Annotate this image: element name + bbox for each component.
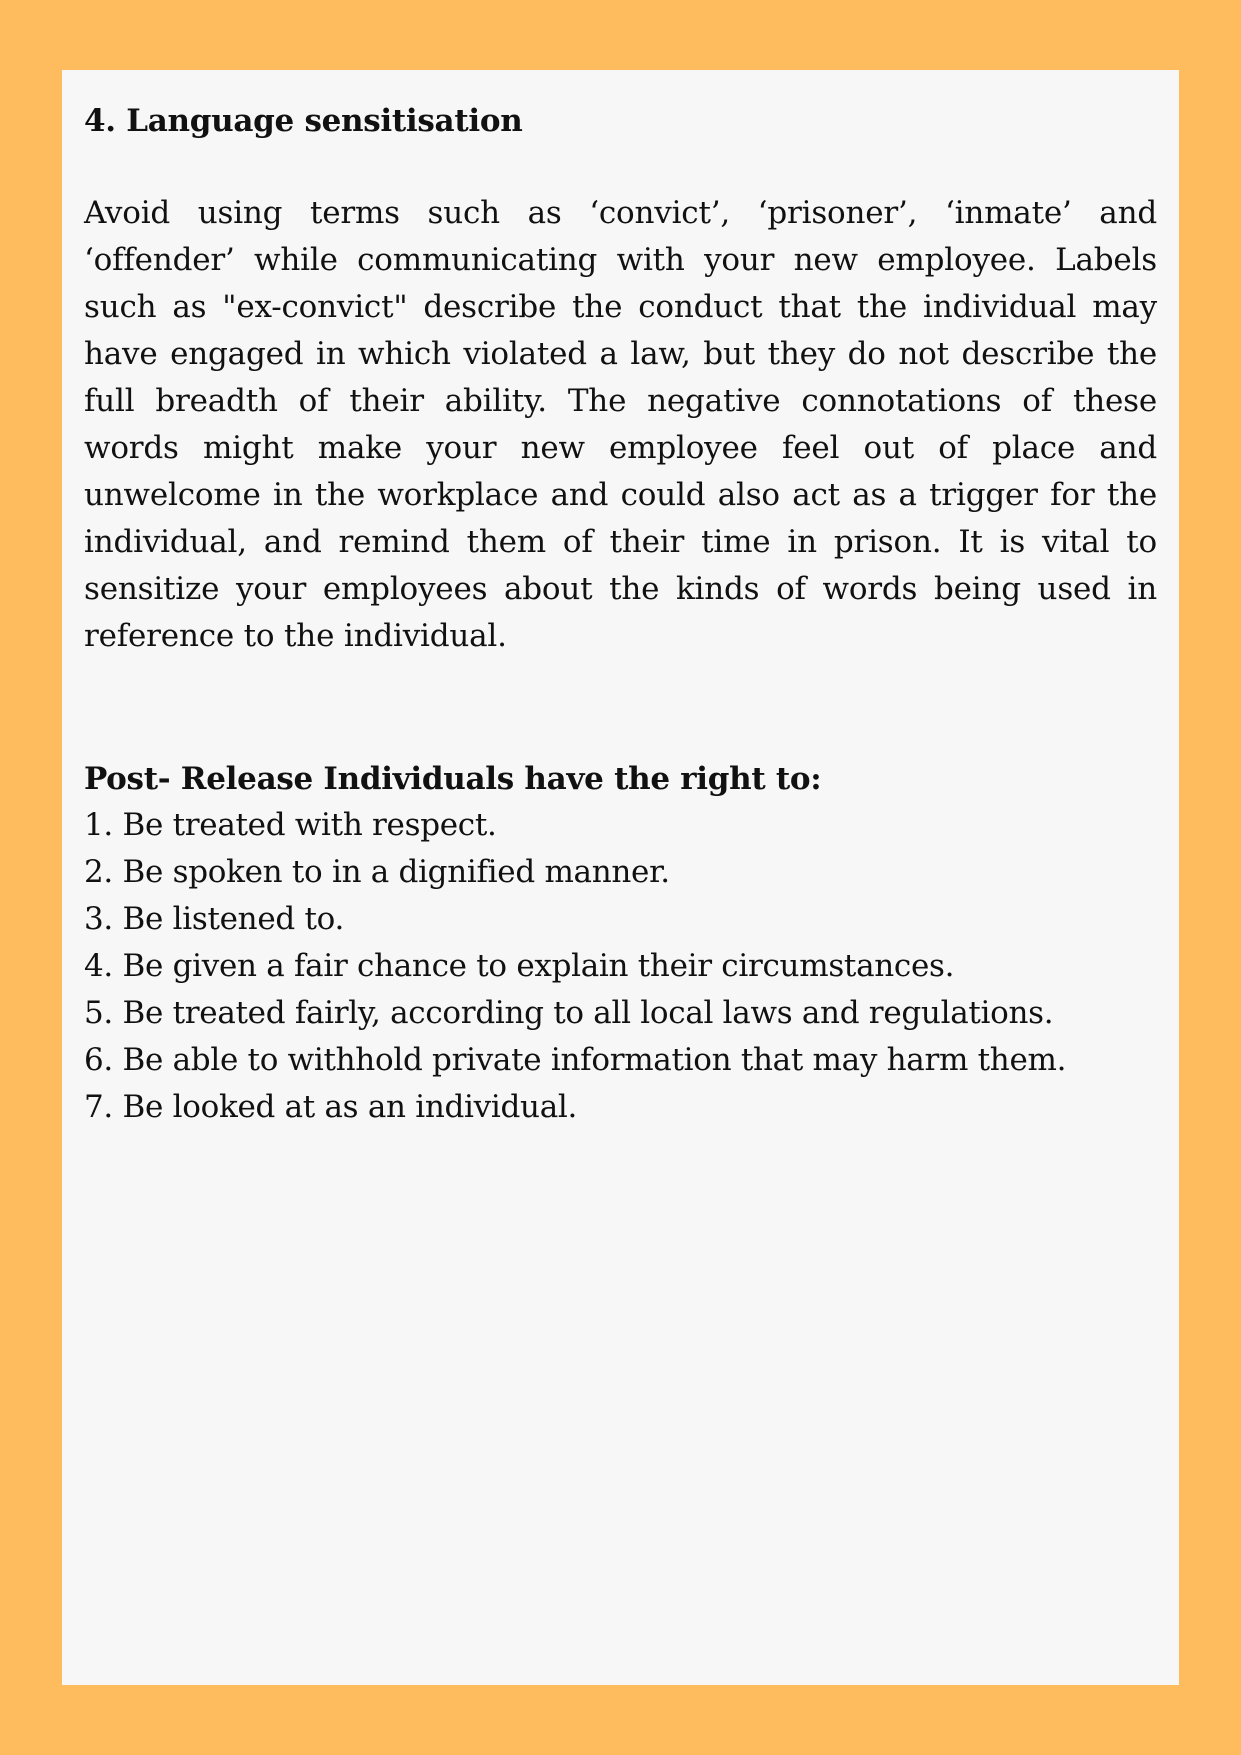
list-item: 1. Be treated with respect.	[84, 807, 497, 843]
list-item: 5. Be treated fairly, according to all local laws and regulations.	[84, 995, 1054, 1031]
rights-heading: Post- Release Individuals have the right to:	[84, 761, 822, 797]
list-item: 2. Be spoken to in a dignified manner.	[84, 854, 670, 890]
rights-list	[84, 802, 1157, 1131]
list-item: 6. Be able to withhold private information that may harm them.	[84, 1042, 1067, 1078]
section-heading: 4. Language sensitisation	[84, 103, 523, 139]
list-item: 4. Be given a fair chance to explain their circumstances.	[84, 948, 955, 984]
section-paragraph: Avoid using terms such as ‘convict’, ‘prisoner’, ‘inmate’ and ‘offender’ while communicating with your new employee. Labels such as "ex-convict" describe the conduct that the individual may have engaged in which violated a law, but they do not describe the full breadth of their ability. The negative connotations of these words might make your new employee feel out of place and unwelcome in the workplace and could also act as a trigger for the individual, and remind them of their time in prison. It is vital to sensitize your employees about the kinds of words being used in reference to the individual.	[84, 195, 1157, 654]
list-item: 3. Be listened to.	[84, 901, 344, 937]
document-page	[62, 70, 1179, 1685]
list-item: 7. Be looked at as an individual.	[84, 1089, 578, 1125]
